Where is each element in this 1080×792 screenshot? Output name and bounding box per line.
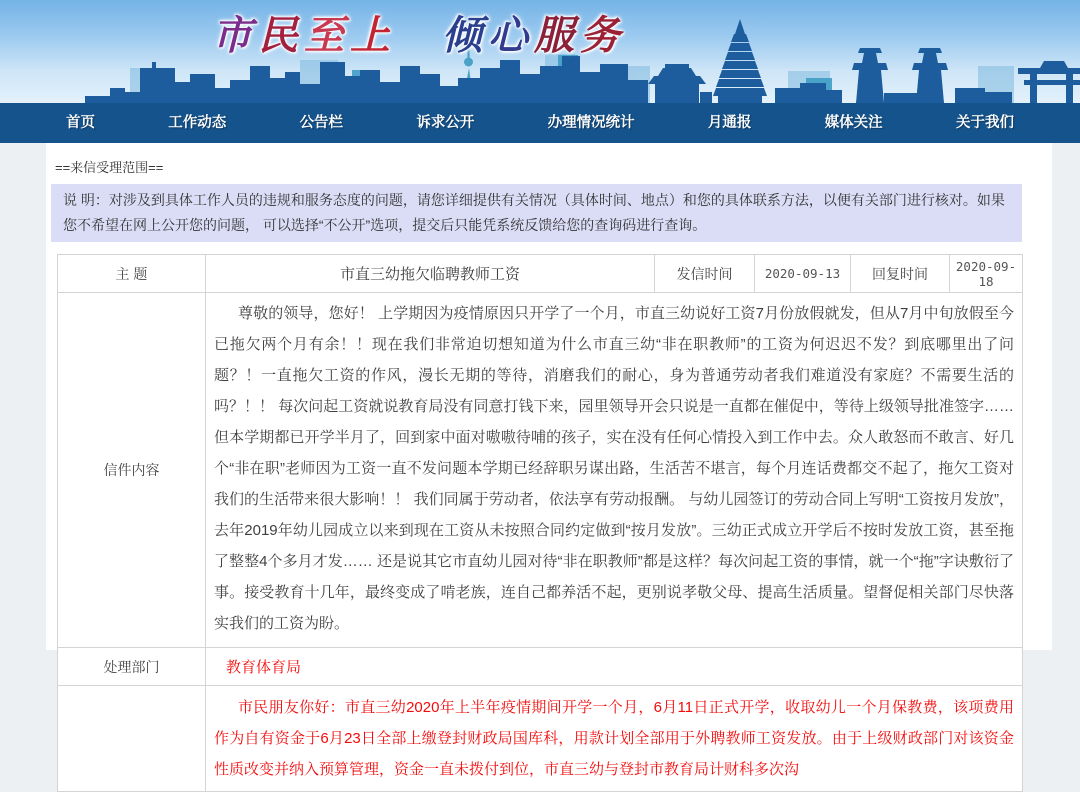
nav-item-bulletin[interactable]: 公告栏 bbox=[299, 115, 344, 131]
slogan-char: 至 bbox=[304, 12, 350, 59]
letter-table bbox=[57, 254, 1023, 792]
section-label: ==来信受理范围== bbox=[55, 160, 164, 175]
nav-item-monthly-report[interactable]: 月通报 bbox=[707, 115, 752, 131]
header-banner bbox=[0, 0, 1080, 103]
answer-label-cell bbox=[58, 686, 206, 792]
department-value: 教育体育局 bbox=[206, 648, 1023, 686]
letter-content-cell bbox=[206, 293, 1023, 648]
notice-box: 说 明：对涉及到具体工作人员的违规和服务态度的问题，请您详细提供有关情况（具体时间、地点）和您的具体联系方法，以便有关部门进行核对。如果您不希望在网上公开您的问题， 可以选择“不公开”选项，提交后只能凭系统反馈给您的查询码进行查询。 bbox=[51, 184, 1022, 242]
slogan-char: 务 bbox=[580, 12, 626, 59]
slogan-char: 服 bbox=[534, 12, 580, 59]
slogan-char: 上 bbox=[350, 12, 396, 59]
sent-time-label: 发信时间 bbox=[655, 255, 755, 293]
subject-value: 市直三幼拖欠临聘教师工资 bbox=[206, 255, 655, 293]
table-row bbox=[58, 255, 1023, 293]
slogan-char: 市 bbox=[212, 12, 258, 59]
answer-cell bbox=[206, 686, 1023, 792]
answer-text: 市民朋友你好：市直三幼2020年上半年疫情期间开学一个月，6月11日正式开学，收取幼儿一个月保教费，该项费用作为自有资金于6月23日全部上缴登封财政局国库科，用款计划全部用于外聘教师工资发放。由于上级财政部门对该资金性质改变并纳入预算管理，资金一直未拨付到位，市直三幼与登封市教育局计财科多次沟 bbox=[214, 699, 1014, 778]
reply-time-label: 回复时间 bbox=[851, 255, 950, 293]
content-label: 信件内容 bbox=[58, 293, 206, 648]
content-wrapper bbox=[46, 143, 1052, 778]
main-nav bbox=[0, 103, 1080, 143]
slogan-char: 心 bbox=[488, 12, 534, 59]
nav-item-handling-stats[interactable]: 办理情况统计 bbox=[547, 115, 635, 131]
table-row bbox=[58, 686, 1023, 792]
subject-label: 主 题 bbox=[58, 255, 206, 293]
department-label: 处理部门 bbox=[58, 648, 206, 686]
letter-content-text: 尊敬的领导，您好！ 上学期因为疫情原因只开学了一个月，市直三幼说好工资7月份放假就发，但从7月中旬放假至今已拖欠两个月有余！！现在我们非常迫切想知道为什么市直三幼“非在职教师”的工资为何迟迟不发？到底哪里出了问题？！一直拖欠工资的作风，漫长无期的等待，消磨我们的耐心，身为普通劳动者我们难道没有家庭？不需要生活的吗？！！ 每次问起工资就说教育局没有同意打钱下来，园里领导开会只说是一直都在催促中，等待上级领导批准签字……但本学期都已开学半月了，回到家中面对嗷嗷待哺的孩子，实在没有任何心情投入到工作中去。众人敢怒而不敢言、好几个“非在职”老师因为工资一直不发问题本学期已经辞职另谋出路，生活苦不堪言，每个月连话费都交不起了，拖欠工资对我们的生活带来很大影响！！ 我们同属于劳动者，依法享有劳动报酬。 与幼儿园签订的劳动合同上写明“工资按月发放”，去年2019年幼儿园成立以来到现在工资从未按照合同约定做到“按月发放”。三幼正式成立开学后不按时发放工资，甚至拖了整整4个多月才发…… 还是说其它市直幼儿园对待“非在职教师”都是这样？每次问起工资的事情，就一个“拖”字诀敷衍了事。接受教育十几年，最终变成了啃老族，连自己都养活不起，更别说孝敬父母、提高生活质量。望督促相关部门尽快落实我们的工资为盼。 bbox=[214, 305, 1014, 632]
reply-time-value: 2020-09-18 bbox=[950, 255, 1023, 293]
nav-item-appeals-public[interactable]: 诉求公开 bbox=[416, 115, 475, 131]
slogan-char: 民 bbox=[258, 12, 304, 59]
table-row bbox=[58, 648, 1023, 686]
nav-item-media-focus[interactable]: 媒体关注 bbox=[824, 115, 883, 131]
slogan-char: 倾 bbox=[442, 12, 488, 59]
nav-item-about-us[interactable]: 关于我们 bbox=[955, 115, 1014, 131]
nav-item-home[interactable]: 首页 bbox=[66, 115, 95, 131]
sent-time-value: 2020-09-13 bbox=[755, 255, 851, 293]
table-row bbox=[58, 293, 1023, 648]
site-slogan bbox=[212, 4, 626, 61]
nav-item-work-news[interactable]: 工作动态 bbox=[168, 115, 227, 131]
